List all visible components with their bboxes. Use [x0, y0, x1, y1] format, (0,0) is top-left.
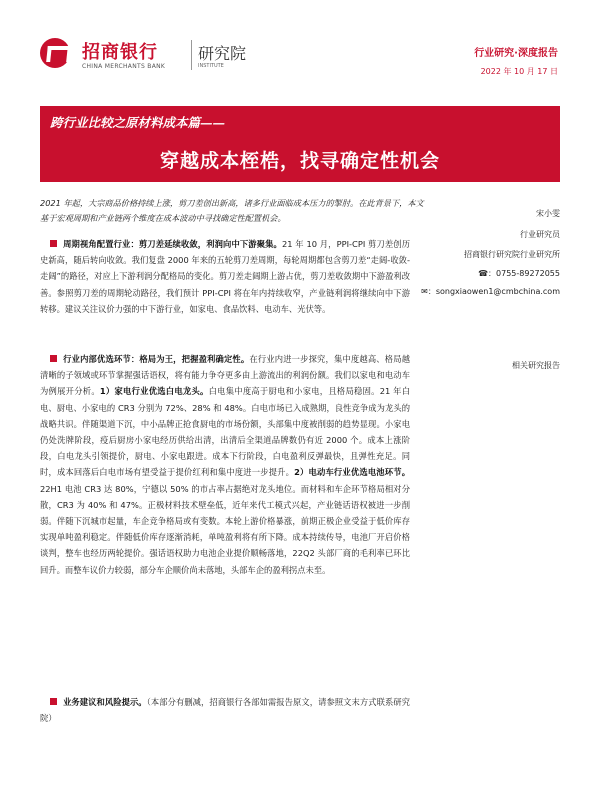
section-body-ev: 22H1 电池 CR3 达 80%，宁德以 50% 的市占率占据绝对龙头地位。而材料和车企环节格局相对分散，CR3 为 40% 和 47%。正极材料技术壁垒低，近年来代工模式兴起，产业链话语权被进一步削弱。伴随下沉城市起量，车企竞争格局或有变数。本轮上游价格暴涨，前期正极企业受益于低价库存实现单吨盈利稳定。伴随低价库存逐渐消耗，单吨盈利将有所下降。成本持续传导，电池厂开启价格谈判，整车也经历两轮提价。强话语权助力电池企业提价顺畅落地，22Q2 头部厂商的毛利率已环比回升。而整车议价力较弱，部分车企顺价尚未落地，头部车企的盈利拐点未至。 — [40, 483, 410, 575]
series-title: 跨行业比较之原材料成本篇—— — [50, 115, 226, 130]
subheading-appliance: 1）家电行业优选白电龙头。 — [99, 386, 209, 397]
analyst-phone: ☎：0755-89272055 — [478, 269, 560, 278]
analyst-name: 宋小雯 — [536, 209, 560, 218]
section-heading: 业务建议和风险提示。 — [63, 697, 147, 707]
main-title: 穿越成本桎梏，找寻确定性机会 — [159, 150, 440, 172]
section-structure — [40, 351, 410, 578]
subheading-ev: 2）电动车行业优选电池环节。 — [294, 467, 410, 478]
related-reports-label: 相关研究报告 — [512, 361, 560, 370]
section-cycle — [40, 236, 410, 317]
bullet-icon — [50, 355, 57, 362]
institute-name: 研究院 — [198, 44, 247, 63]
report-type: 行业研究·深度报告 — [474, 48, 558, 59]
report-date: 2022 年 10 月 17 日 — [480, 67, 558, 76]
analyst-role: 行业研究员 — [520, 230, 560, 239]
section-body: （本部分有删减，招商银行各部如需报告原文，请参照文末方式联系研究院） — [40, 697, 410, 724]
summary-paragraph: 2021 年起，大宗商品价格持续上涨，剪刀差创出新高，诸多行业面临成本压力的掣肘。在此背景下，本文基于宏观周期和产业链两个维度在成本波动中寻找确定性配置机会。 — [40, 198, 424, 223]
logo-english: CHINA MERCHANTS BANK — [82, 63, 166, 70]
bullet-icon — [50, 240, 57, 247]
section-body-appliance: 白电集中度高于厨电和小家电，且格局稳固。21 年白电、厨电、小家电的 CR3 分别为 72%、28% 和 48%。白电市场已入成熟期，良性竞争成为龙头的战略共识。伴随渠道下沉，中小品牌正抢食厨电的市场份额，头部集中度被削弱的趋势显现。小家电仍处洗牌阶段，疫后厨房小家电经历供给出清，出清后全渠道品牌数仍有近 2000 个。成本上涨阶段，白电龙头引领提价，厨电、小家电跟进。成本下行阶段，白电盈利反弹最快，且弹性充足。同时，成本回落后白电市场有望受益于提价红利和集中度进一步提升。 — [40, 386, 410, 478]
section-heading: 行业内部优选环节：格局为王，把握盈利确定性。 — [63, 354, 250, 364]
analyst-email[interactable] — [421, 286, 560, 297]
mail-icon: ✉： — [421, 287, 436, 296]
section-advice — [40, 694, 410, 726]
logo-divider — [191, 40, 192, 70]
institute-name-en: INSTITUTE — [198, 63, 224, 69]
report-header — [0, 0, 600, 88]
analyst-org: 招商银行研究院行业研究所 — [464, 250, 560, 259]
logo-chinese: 招商银行 — [82, 42, 158, 63]
section-body: 在行业内进一步探究，集中度越高、格局越清晰的子领域或环节掌握强话语权，将有能力争夺更多由上游流出的利润份额。我们以家电和电动车为例展开分析。 — [40, 354, 410, 397]
section-heading: 周期视角配置行业：剪刀差延续收敛，利润向中下游聚集。 — [63, 239, 282, 249]
bullet-icon — [50, 698, 57, 705]
cmb-logo-icon — [40, 38, 70, 68]
analyst-email-address: songxiaowen1@cmbchina.com — [435, 287, 560, 296]
section-body: 21 年 10 月，PPI-CPI 剪刀差创历史新高，随后转向收敛。我们复盘 2000 年来的五轮剪刀差周期，每轮周期都包含剪刀差“走阔-收敛-走阔”的路径，对应上下游利润分配格局的变化。剪刀差走阔期上游占优，剪刀差收敛期中下游盈利改善。参照剪刀差的周期轮动路径，我们预计 PPI-CPI 将在年内持续收窄，产业链利润将继续向中下游转移。建议关注议价力强的中下游行业，如家电、食品饮料、电动车、光伏等。 — [40, 239, 410, 314]
